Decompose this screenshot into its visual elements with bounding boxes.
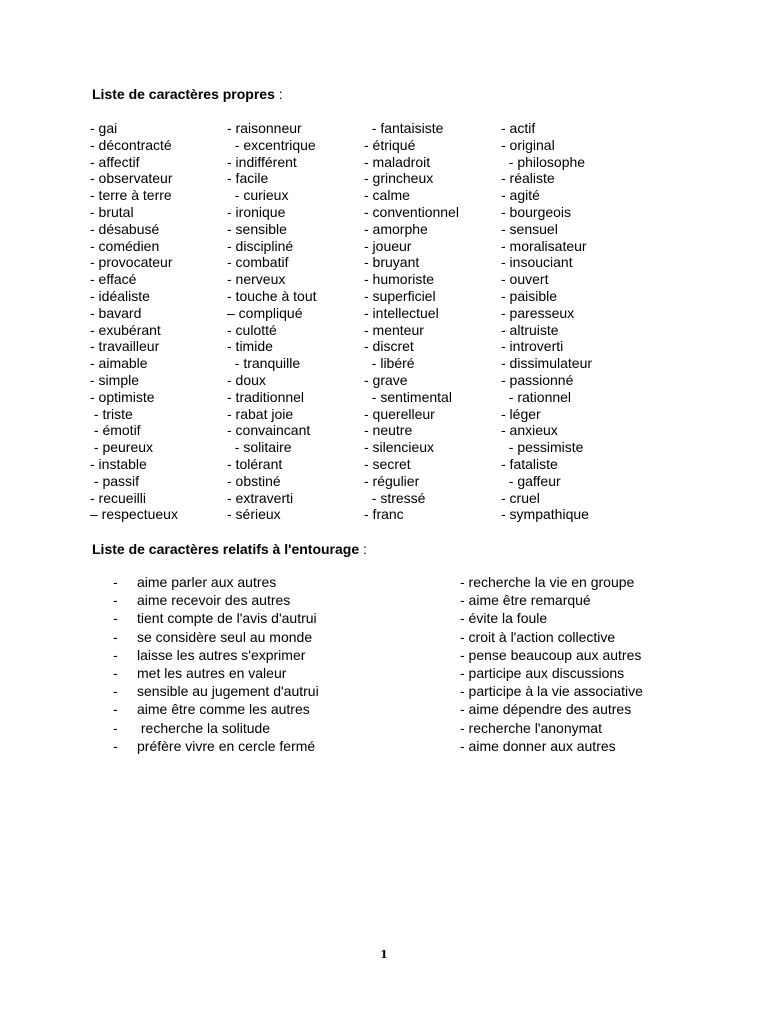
list-item: préfère vivre en cercle fermé: [137, 737, 316, 754]
list-item: - travailleur: [90, 338, 160, 355]
list-item: - amorphe: [364, 220, 428, 237]
list-item: - bavard: [90, 304, 142, 321]
list-item: - croit à l'action collective: [460, 628, 616, 645]
list-item: se considère seul au monde: [137, 628, 313, 645]
list-item: - fantaisiste: [364, 120, 444, 136]
list-item: - agité: [501, 187, 540, 204]
list-item: - calme: [364, 187, 410, 204]
bullet-dash: -: [113, 719, 118, 736]
bullet-dash: -: [113, 610, 118, 627]
list-item: aime recevoir des autres: [137, 592, 291, 609]
list-item: - décontracté: [90, 136, 172, 153]
list-item: - émotif: [90, 422, 141, 439]
list-item: - pessimiste: [501, 439, 584, 456]
list-item: - bourgeois: [501, 203, 572, 220]
bullet-dash: -: [113, 592, 118, 609]
list-item: - stressé: [364, 489, 426, 506]
entourage-bullets: [113, 573, 118, 755]
bullet-dash: -: [113, 574, 118, 590]
list-item: - neutre: [364, 422, 413, 439]
list-item: - traditionnel: [227, 388, 305, 405]
list-item: - actif: [501, 120, 536, 136]
list-item: - réaliste: [501, 170, 555, 187]
list-item: - comédien: [90, 237, 160, 254]
list-item: - aime être remarqué: [460, 592, 591, 609]
list-item: - évite la foule: [460, 610, 548, 627]
list-item: - original: [501, 136, 555, 153]
list-item: - recherche l'anonymat: [460, 719, 602, 736]
list-item: - extraverti: [227, 489, 294, 506]
list-item: - idéaliste: [90, 287, 150, 304]
list-item: tient compte de l'avis d'autrui: [137, 610, 317, 627]
list-item: - bruyant: [364, 254, 420, 271]
list-item: - tolérant: [227, 455, 283, 472]
list-item: - dissimulateur: [501, 355, 593, 372]
list-item: - sérieux: [227, 506, 281, 523]
section-heading-traits: [92, 86, 283, 103]
section-heading-entourage-bold: Liste de caractères relatifs à l'entourage: [92, 541, 360, 557]
list-item: - combatif: [227, 254, 289, 271]
traits-column-1: [90, 120, 178, 523]
list-item: - ironique: [227, 203, 286, 220]
list-item: - sympathique: [501, 506, 589, 523]
entourage-right-list: [460, 573, 643, 755]
list-item: - gai: [90, 120, 118, 136]
list-item: - querelleur: [364, 405, 435, 422]
list-item: - tranquille: [227, 355, 301, 372]
list-item: - sensible: [227, 220, 287, 237]
list-item: - pense beaucoup aux autres: [460, 646, 642, 663]
bullet-dash: -: [113, 628, 118, 645]
list-item: - nerveux: [227, 271, 286, 288]
list-item: - anxieux: [501, 422, 558, 439]
list-item: - secret: [364, 455, 411, 472]
list-item: – compliqué: [227, 304, 303, 321]
section-heading-entourage: [92, 541, 367, 558]
list-item: - superficiel: [364, 287, 436, 304]
list-item: aime parler aux autres: [137, 574, 277, 590]
list-item: - sentimental: [364, 388, 452, 405]
list-item: - fataliste: [501, 455, 558, 472]
list-item: - aimable: [90, 355, 148, 372]
traits-column-3: [364, 120, 459, 523]
list-item: - culotté: [227, 321, 277, 338]
list-item: - triste: [90, 405, 133, 422]
list-item: - libéré: [364, 355, 415, 372]
list-item: - léger: [501, 405, 541, 422]
list-item: - régulier: [364, 472, 420, 489]
list-item: - touche à tout: [227, 287, 317, 304]
list-item: - recherche la vie en groupe: [460, 574, 635, 590]
section-heading-traits-suffix: :: [274, 86, 283, 102]
list-item: - convaincant: [227, 422, 311, 439]
list-item: - discret: [364, 338, 414, 355]
list-item: sensible au jugement d'autrui: [137, 683, 319, 700]
list-item: - silencieux: [364, 439, 435, 456]
list-item: - maladroit: [364, 153, 431, 170]
list-item: - ouvert: [501, 271, 549, 288]
list-item: - facile: [227, 170, 269, 187]
list-item: - grave: [364, 371, 408, 388]
list-item: - rationnel: [501, 388, 572, 405]
section-heading-entourage-suffix: :: [359, 541, 367, 557]
list-item: - moralisateur: [501, 237, 587, 254]
list-item: - peureux: [90, 439, 154, 456]
page-number: 1: [380, 948, 388, 961]
list-item: - brutal: [90, 203, 134, 220]
list-item: - simple: [90, 371, 140, 388]
bullet-dash: -: [113, 664, 118, 681]
traits-column-2: [227, 120, 317, 523]
list-item: laisse les autres s'exprimer: [137, 646, 306, 663]
list-item: - franc: [364, 506, 404, 523]
list-item: - humoriste: [364, 271, 435, 288]
list-item: - raisonneur: [227, 120, 302, 136]
list-item: - doux: [227, 371, 266, 388]
bullet-dash: -: [113, 737, 118, 754]
list-item: - insouciant: [501, 254, 573, 271]
list-item: - conventionnel: [364, 203, 459, 220]
list-item: - discipliné: [227, 237, 294, 254]
list-item: - philosophe: [501, 153, 586, 170]
list-item: - joueur: [364, 237, 412, 254]
list-item: - menteur: [364, 321, 424, 338]
list-item: - optimiste: [90, 388, 155, 405]
list-item: - curieux: [227, 187, 289, 204]
list-item: - altruiste: [501, 321, 559, 338]
list-item: - sensuel: [501, 220, 558, 237]
list-item: aime être comme les autres: [137, 701, 310, 718]
list-item: - paresseux: [501, 304, 575, 321]
list-item: - affectif: [90, 153, 140, 170]
list-item: – respectueux: [90, 506, 178, 523]
traits-column-4: [501, 120, 592, 523]
list-item: - grincheux: [364, 170, 434, 187]
list-item: - effacé: [90, 271, 137, 288]
list-item: recherche la solitude: [137, 719, 271, 736]
list-item: - gaffeur: [501, 472, 561, 489]
list-item: - passionné: [501, 371, 574, 388]
list-item: - aime dépendre des autres: [460, 701, 632, 718]
list-item: - introverti: [501, 338, 564, 355]
list-item: - indifférent: [227, 153, 297, 170]
list-item: - désabusé: [90, 220, 160, 237]
bullet-dash: -: [113, 683, 118, 700]
list-item: - cruel: [501, 489, 540, 506]
list-item: - terre à terre: [90, 187, 172, 204]
list-item: - solitaire: [227, 439, 292, 456]
entourage-left-list: [137, 573, 319, 755]
list-item: - intellectuel: [364, 304, 439, 321]
list-item: met les autres en valeur: [137, 664, 287, 681]
list-item: - étriqué: [364, 136, 416, 153]
list-item: - exubérant: [90, 321, 161, 338]
bullet-dash: -: [113, 701, 118, 718]
list-item: - passif: [90, 472, 140, 489]
list-item: - provocateur: [90, 254, 173, 271]
list-item: - observateur: [90, 170, 173, 187]
list-item: - paisible: [501, 287, 558, 304]
bullet-dash: -: [113, 646, 118, 663]
list-item: - instable: [90, 455, 147, 472]
section-heading-traits-bold: Liste de caractères propres: [92, 86, 275, 102]
list-item: - timide: [227, 338, 273, 355]
list-item: - aime donner aux autres: [460, 737, 616, 754]
list-item: - recueilli: [90, 489, 147, 506]
list-item: - excentrique: [227, 136, 316, 153]
list-item: - obstiné: [227, 472, 281, 489]
list-item: - participe à la vie associative: [460, 683, 643, 700]
list-item: - participe aux discussions: [460, 664, 625, 681]
list-item: - rabat joie: [227, 405, 294, 422]
